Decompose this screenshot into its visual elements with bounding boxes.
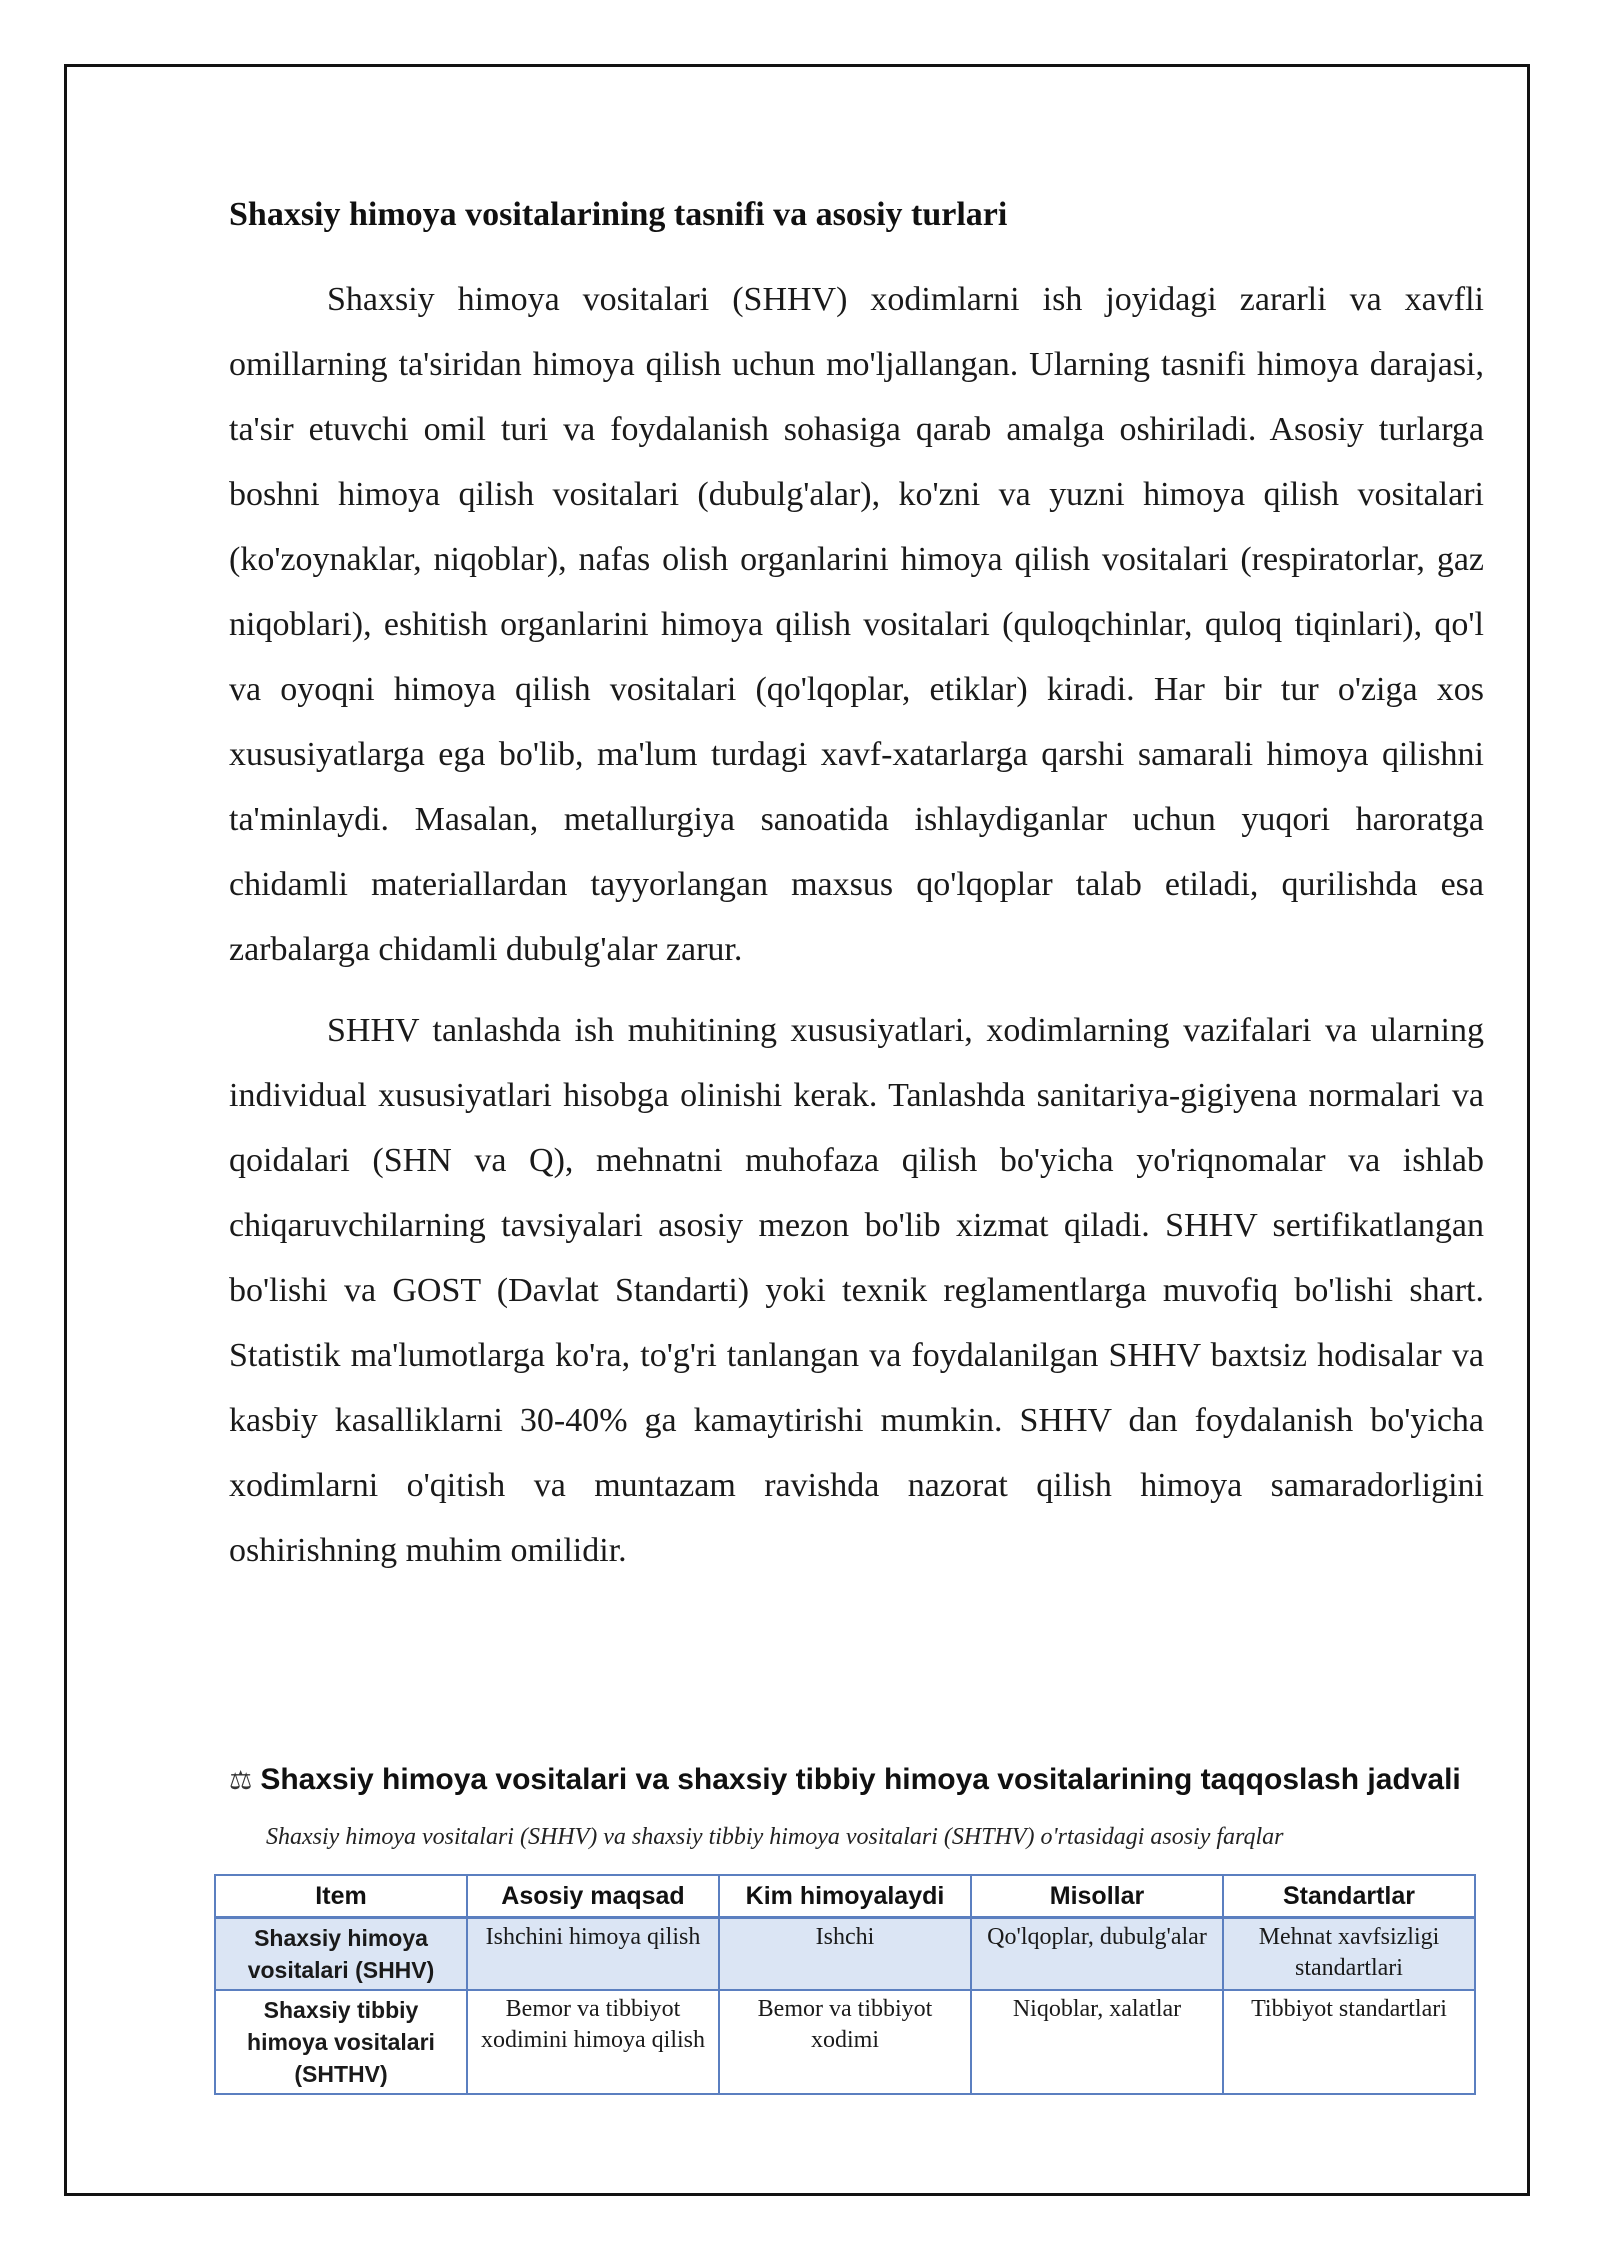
table-cell: Bemor va tibbiyot xodimini himoya qilish <box>467 1990 719 2094</box>
table-cell-item: Shaxsiy tibbiy himoya vositalari (SHTHV) <box>215 1990 467 2094</box>
table-row <box>215 1990 1475 2094</box>
table-title <box>229 1760 1489 1801</box>
table-cell: Ishchi <box>719 1918 971 1991</box>
table-cell: Niqoblar, xalatlar <box>971 1990 1223 2094</box>
comparison-table <box>214 1874 1476 2095</box>
table-cell: Tibbiyot standartlari <box>1223 1990 1475 2094</box>
section-heading: Shaxsiy himoya vositalarining tasnifi va asosiy turlari <box>229 196 1008 233</box>
paragraph-selection: SHHV tanlashda ish muhitining xususiyatlari, xodimlarning vazifalari va ularning individual xususiyatlari hisobga olinishi kerak. Tanlashda sanitariya-gigiyena normalari va qoidalari (SHN va Q), mehnatni muhofaza qilish bo'yicha yo'riqnomalar va ishlab chiqaruvchilarning tavsiyalari asosiy mezon bo'lib xizmat qiladi. SHHV sertifikatlangan bo'lishi va GOST (Davlat Standarti) yoki texnik reglamentlarga muvofiq bo'lishi shart. Statistik ma'lumotlarga ko'ra, to'g'ri tanlangan va foydalanilgan SHHV baxtsiz hodisalar va kasbiy kasalliklarni 30-40% ga kamaytirishi mumkin. SHHV dan foydalanish bo'yicha xodimlarni o'qitish va muntazam ravishda nazorat qilish himoya samaradorligini oshirishning muhim omilidir. <box>229 1012 1484 1569</box>
table-cell: Bemor va tibbiyot xodimi <box>719 1990 971 2094</box>
table-row <box>215 1918 1475 1991</box>
table-cell: Ishchini himoya qilish <box>467 1918 719 1991</box>
paragraph-classification: Shaxsiy himoya vositalari (SHHV) xodimlarni ish joyidagi zararli va xavfli omillarning ta'siridan himoya qilish uchun mo'ljallangan. Ularning tasnifi himoya darajasi, ta'sir etuvchi omil turi va foydalanish sohasiga qarab amalga oshiriladi. Asosiy turlarga boshni himoya qilish vositalari (dubulg'alar), ko'zni va yuzni himoya qilish vositalari (ko'zoynaklar, niqoblar), nafas olish organlarini himoya qilish vositalari (respiratorlar, gaz niqoblari), eshitish organlarini himoya qilish vositalari (quloqchinlar, quloq tiqinlari), qo'l va oyoqni himoya qilish vositalari (qo'lqoplar, etiklar) kiradi. Har bir tur o'ziga xos xususiyatlarga ega bo'lib, ma'lum turdagi xavf-xatarlarga qarshi samarali himoya qilishni ta'minlaydi. Masalan, metallurgiya sanoatida ishlaydiganlar uchun yuqori haroratga chidamli materiallardan tayyorlangan maxsus qo'lqoplar talab etiladi, qurilishda esa zarbalarga chidamli dubulg'alar zarur. <box>229 281 1484 968</box>
column-header-examples: Misollar <box>971 1875 1223 1918</box>
table-subtitle: Shaxsiy himoya vositalari (SHHV) va shaxsiy tibbiy himoya vositalari (SHTHV) o'rtasidagi asosiy farqlar <box>266 1824 1284 1850</box>
column-header-standards: Standartlar <box>1223 1875 1475 1918</box>
column-header-item: Item <box>215 1875 467 1918</box>
table-header-row <box>215 1875 1475 1918</box>
column-header-protects: Kim himoyalaydi <box>719 1875 971 1918</box>
document-body <box>229 195 1484 1599</box>
table-title-text: Shaxsiy himoya vositalari va shaxsiy tibbiy himoya vositalarining taqqoslash jadvali <box>260 1763 1461 1796</box>
scale-icon: ⚖ <box>229 1766 253 1796</box>
table-cell: Qo'lqoplar, dubulg'alar <box>971 1918 1223 1991</box>
column-header-purpose: Asosiy maqsad <box>467 1875 719 1918</box>
table-cell: Mehnat xavfsizligi standartlari <box>1223 1918 1475 1991</box>
table-cell-item: Shaxsiy himoya vositalari (SHHV) <box>215 1918 467 1991</box>
